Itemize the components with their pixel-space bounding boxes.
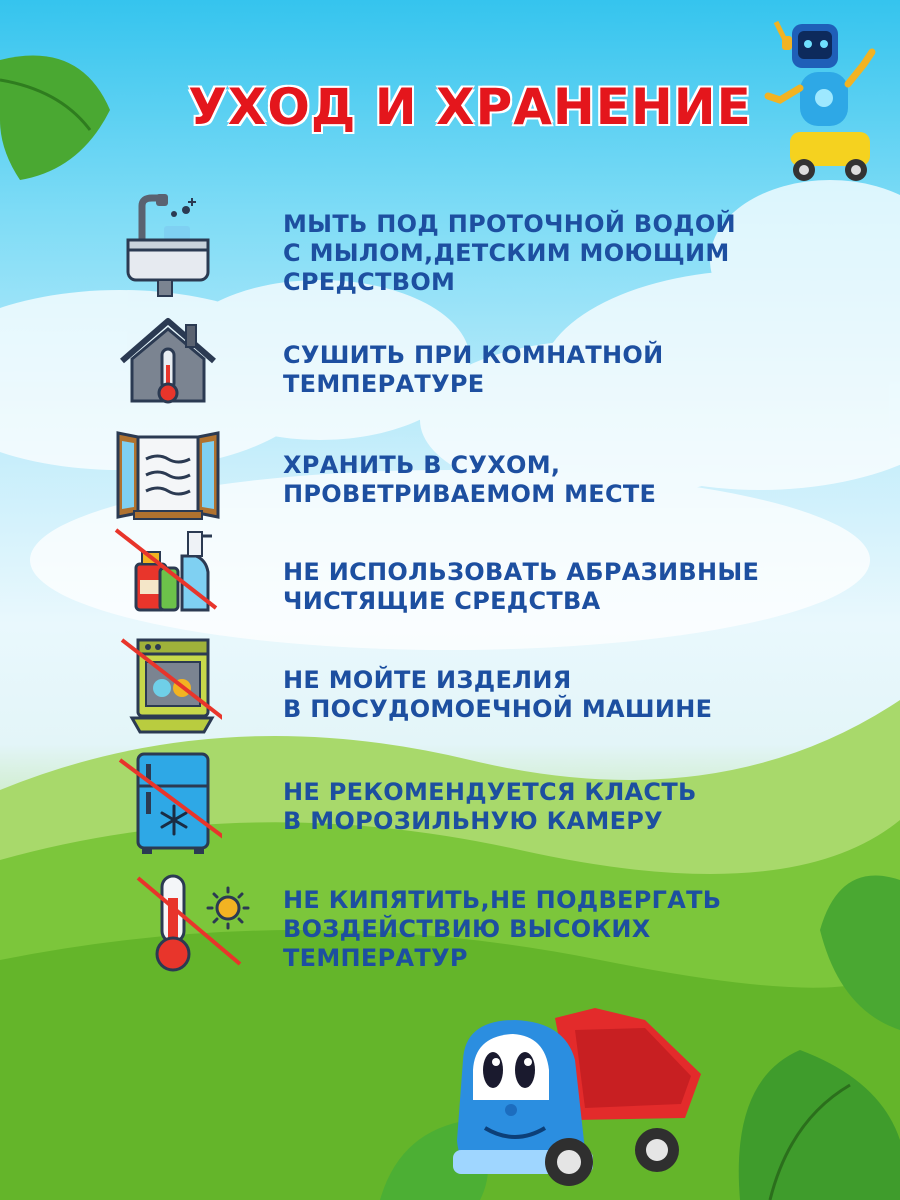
care-item-text: МЫТЬ ПОД ПРОТОЧНОЙ ВОДОЙ С МЫЛОМ,ДЕТСКИМ МОЮЩИМ СРЕДСТВОМ xyxy=(283,210,736,296)
care-item-text: НЕ ИСПОЛЬЗОВАТЬ АБРАЗИВНЫЕ ЧИСТЯЩИЕ СРЕДСТВА xyxy=(283,558,760,615)
open-window-icon xyxy=(112,423,222,533)
care-item-text: СУШИТЬ ПРИ КОМНАТНОЙ ТЕМПЕРАТУРЕ xyxy=(283,341,664,398)
care-item xyxy=(0,192,900,302)
robot-toy-icon xyxy=(762,14,880,184)
care-item-text: ХРАНИТЬ В СУХОМ, ПРОВЕТРИВАЕМОМ МЕСТЕ xyxy=(283,451,657,508)
care-item xyxy=(0,315,900,425)
page-title: УХОД И ХРАНЕНИЕ xyxy=(188,78,752,136)
care-item xyxy=(0,634,900,744)
care-item xyxy=(0,868,900,978)
care-item xyxy=(0,526,900,636)
care-item xyxy=(0,748,900,858)
cleaning-products-icon xyxy=(112,526,222,636)
care-item-text: НЕ КИПЯТИТЬ,НЕ ПОДВЕРГАТЬ ВОЗДЕЙСТВИЮ ВЫСОКИХ ТЕМПЕРАТУР xyxy=(283,886,722,972)
dishwasher-icon xyxy=(112,634,222,744)
sink-icon xyxy=(112,192,222,302)
care-item xyxy=(0,423,900,533)
dump-truck-toy-icon xyxy=(445,1000,705,1190)
care-item-text: НЕ МОЙТЕ ИЗДЕЛИЯ В ПОСУДОМОЕЧНОЙ МАШИНЕ xyxy=(283,666,713,723)
care-item-text: НЕ РЕКОМЕНДУЕТСЯ КЛАСТЬ В МОРОЗИЛЬНУЮ КАМЕРУ xyxy=(283,778,697,835)
hot-thermometer-icon xyxy=(112,868,262,978)
house-thermometer-icon xyxy=(112,315,222,425)
freezer-icon xyxy=(112,748,222,858)
